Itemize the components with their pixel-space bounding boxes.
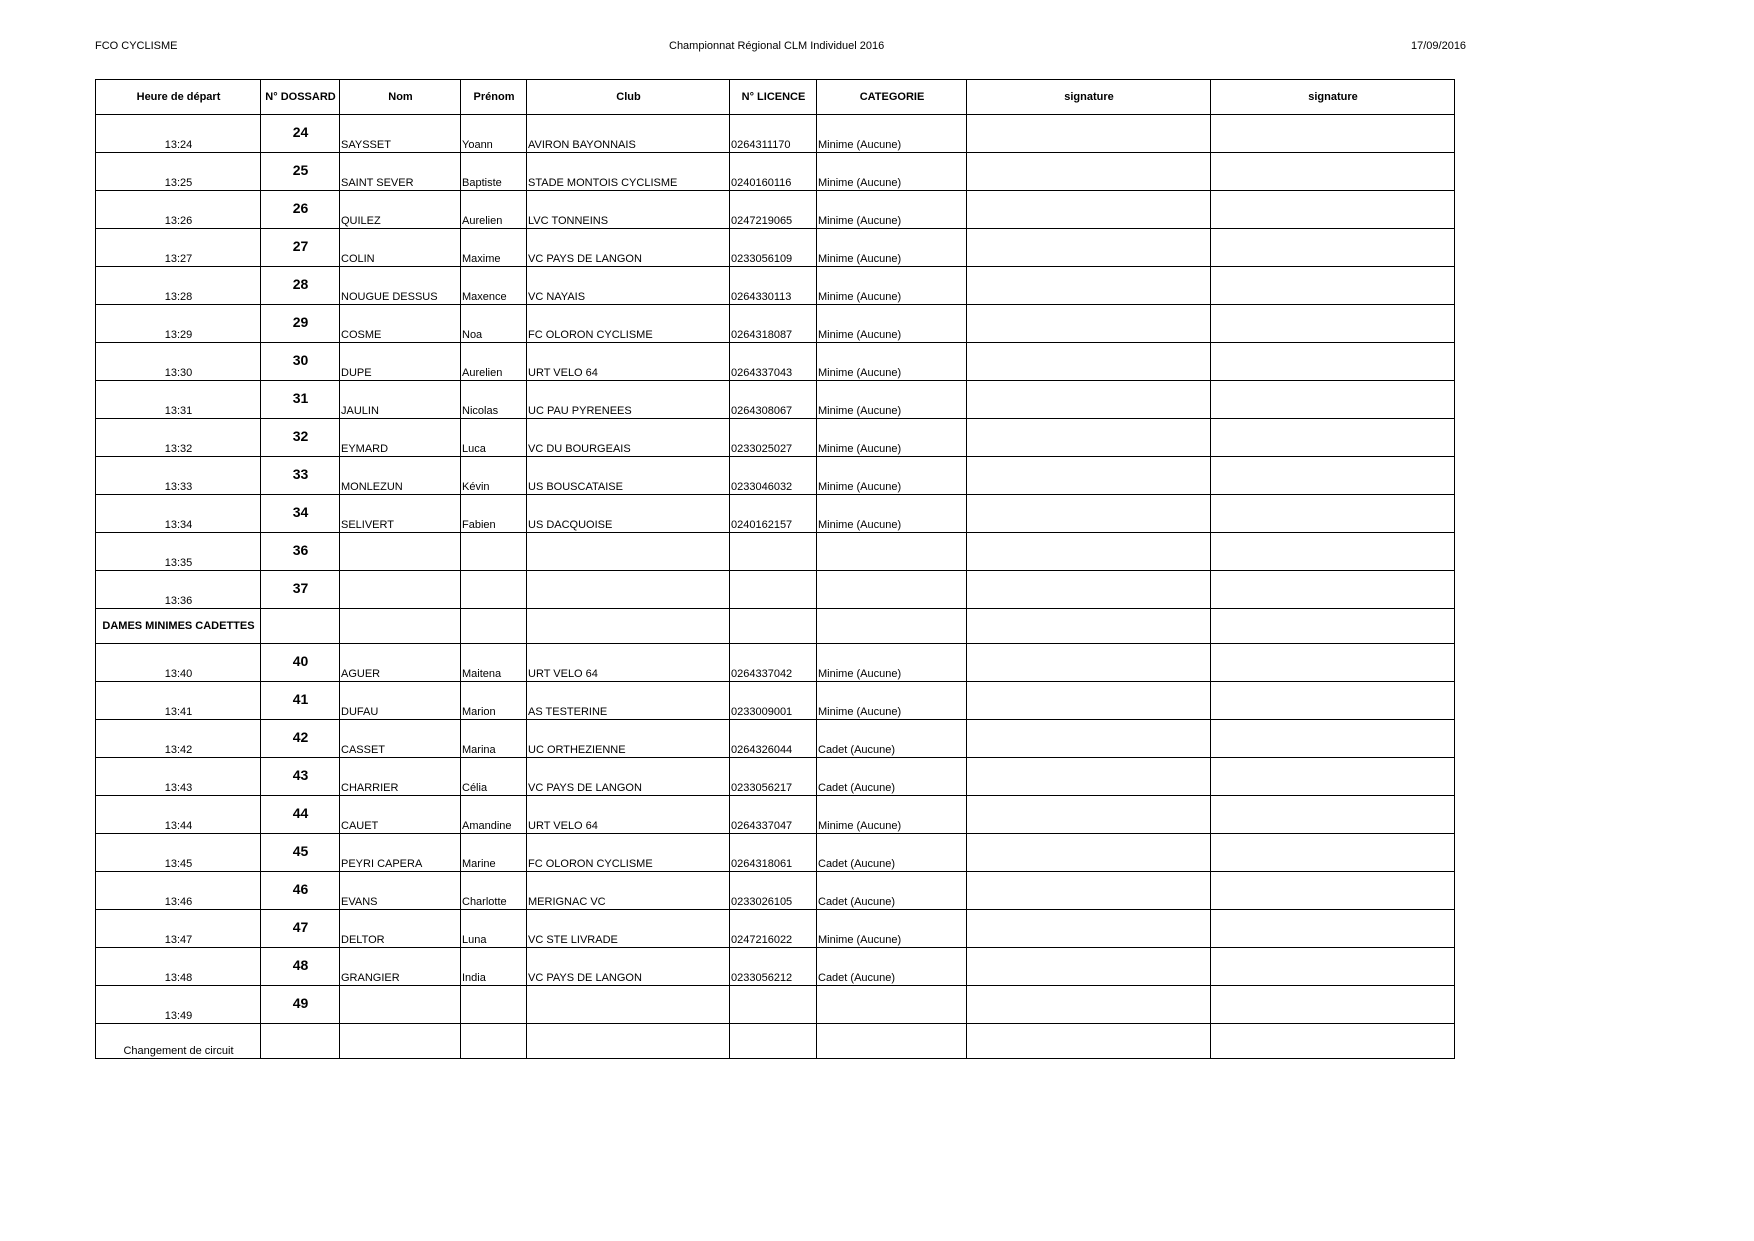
table-row <box>96 267 1455 305</box>
table-row <box>96 381 1455 419</box>
last-name-cell: CAUET <box>340 796 461 834</box>
start-time-cell: 13:25 <box>96 153 261 191</box>
club-cell: VC STE LIVRADE <box>527 910 730 948</box>
club-cell: AS TESTERINE <box>527 682 730 720</box>
column-header-nom: Nom <box>340 80 461 115</box>
last-name-cell: JAULIN <box>340 381 461 419</box>
licence-cell <box>730 571 817 609</box>
last-name-cell: CHARRIER <box>340 758 461 796</box>
table-row <box>96 720 1455 758</box>
club-cell: VC PAYS DE LANGON <box>527 758 730 796</box>
signature-cell[interactable] <box>1211 457 1455 495</box>
table-row <box>96 834 1455 872</box>
start-time-cell: 13:35 <box>96 533 261 571</box>
empty-cell <box>461 609 527 644</box>
bib-number-cell: 40 <box>261 644 340 682</box>
bib-number-cell: 28 <box>261 267 340 305</box>
column-header-licence: N° LICENCE <box>730 80 817 115</box>
first-name-cell: Baptiste <box>461 153 527 191</box>
bib-number-cell: 33 <box>261 457 340 495</box>
first-name-cell <box>461 533 527 571</box>
signature-cell[interactable] <box>967 457 1211 495</box>
first-name-cell: Amandine <box>461 796 527 834</box>
empty-cell <box>261 609 340 644</box>
table-row <box>96 305 1455 343</box>
start-time-cell: 13:30 <box>96 343 261 381</box>
bib-number-cell: 30 <box>261 343 340 381</box>
licence-cell <box>730 533 817 571</box>
signature-cell[interactable] <box>1211 910 1455 948</box>
club-cell: VC PAYS DE LANGON <box>527 229 730 267</box>
bib-number-cell: 29 <box>261 305 340 343</box>
signature-cell[interactable] <box>967 644 1211 682</box>
signature-cell[interactable] <box>1211 986 1455 1024</box>
last-name-cell: SAINT SEVER <box>340 153 461 191</box>
category-cell <box>817 533 967 571</box>
category-cell: Minime (Aucune) <box>817 910 967 948</box>
table-row <box>96 419 1455 457</box>
club-cell: VC NAYAIS <box>527 267 730 305</box>
signature-cell[interactable] <box>1211 682 1455 720</box>
bib-number-cell: 31 <box>261 381 340 419</box>
signature-cell[interactable] <box>967 153 1211 191</box>
start-time-cell: 13:26 <box>96 191 261 229</box>
signature-cell[interactable] <box>967 115 1211 153</box>
signature-cell[interactable] <box>1211 1024 1455 1059</box>
signature-cell[interactable] <box>1211 191 1455 229</box>
last-name-cell <box>340 533 461 571</box>
signature-cell[interactable] <box>967 343 1211 381</box>
signature-cell[interactable] <box>1211 571 1455 609</box>
last-name-cell: PEYRI CAPERA <box>340 834 461 872</box>
start-time-cell: 13:49 <box>96 986 261 1024</box>
club-cell: VC DU BOURGEAIS <box>527 419 730 457</box>
table-row <box>96 343 1455 381</box>
signature-cell[interactable] <box>967 910 1211 948</box>
first-name-cell: Aurelien <box>461 343 527 381</box>
club-cell <box>527 986 730 1024</box>
signature-cell[interactable] <box>1211 267 1455 305</box>
licence-cell: 0233026105 <box>730 872 817 910</box>
category-cell: Cadet (Aucune) <box>817 758 967 796</box>
licence-cell: 0233046032 <box>730 457 817 495</box>
bib-number-cell: 44 <box>261 796 340 834</box>
bib-number-cell: 25 <box>261 153 340 191</box>
table-row <box>96 533 1455 571</box>
club-cell: URT VELO 64 <box>527 644 730 682</box>
first-name-cell: Charlotte <box>461 872 527 910</box>
signature-cell[interactable] <box>967 834 1211 872</box>
club-cell: US BOUSCATAISE <box>527 457 730 495</box>
bib-number-cell: 34 <box>261 495 340 533</box>
club-cell: AVIRON BAYONNAIS <box>527 115 730 153</box>
column-header-dossard: N° DOSSARD <box>261 80 340 115</box>
last-name-cell: EYMARD <box>340 419 461 457</box>
signature-cell[interactable] <box>1211 419 1455 457</box>
table-row <box>96 986 1455 1024</box>
bib-number-cell: 43 <box>261 758 340 796</box>
category-cell <box>817 986 967 1024</box>
category-cell: Minime (Aucune) <box>817 115 967 153</box>
category-cell: Minime (Aucune) <box>817 381 967 419</box>
signature-cell[interactable] <box>967 796 1211 834</box>
start-time-cell: 13:28 <box>96 267 261 305</box>
start-time-cell: 13:48 <box>96 948 261 986</box>
signature-cell[interactable] <box>1211 381 1455 419</box>
category-cell: Cadet (Aucune) <box>817 948 967 986</box>
first-name-cell: India <box>461 948 527 986</box>
club-cell: LVC TONNEINS <box>527 191 730 229</box>
last-name-cell: QUILEZ <box>340 191 461 229</box>
signature-cell[interactable] <box>1211 872 1455 910</box>
licence-cell: 0264337043 <box>730 343 817 381</box>
table-row <box>96 153 1455 191</box>
first-name-cell: Yoann <box>461 115 527 153</box>
bib-number-cell: 46 <box>261 872 340 910</box>
signature-cell[interactable] <box>1211 495 1455 533</box>
licence-cell: 0233025027 <box>730 419 817 457</box>
last-name-cell: COSME <box>340 305 461 343</box>
first-name-cell: Marion <box>461 682 527 720</box>
signature-cell[interactable] <box>967 229 1211 267</box>
table-row <box>96 758 1455 796</box>
start-list-table <box>95 79 1455 1059</box>
signature-cell[interactable] <box>967 495 1211 533</box>
last-name-cell: CASSET <box>340 720 461 758</box>
column-header-signature-1: signature <box>967 80 1211 115</box>
bib-number-cell: 48 <box>261 948 340 986</box>
table-row <box>96 910 1455 948</box>
signature-cell[interactable] <box>1211 229 1455 267</box>
first-name-cell: Luna <box>461 910 527 948</box>
club-cell: UC PAU PYRENEES <box>527 381 730 419</box>
licence-cell: 0264311170 <box>730 115 817 153</box>
signature-cell[interactable] <box>1211 153 1455 191</box>
table-row <box>96 948 1455 986</box>
signature-cell[interactable] <box>967 381 1211 419</box>
licence-cell: 0264318061 <box>730 834 817 872</box>
empty-cell <box>817 609 967 644</box>
signature-cell[interactable] <box>967 191 1211 229</box>
start-time-cell: 13:41 <box>96 682 261 720</box>
bib-number-cell: 27 <box>261 229 340 267</box>
category-cell: Minime (Aucune) <box>817 495 967 533</box>
licence-cell: 0240160116 <box>730 153 817 191</box>
category-cell <box>817 571 967 609</box>
start-time-cell: 13:27 <box>96 229 261 267</box>
start-time-cell: 13:33 <box>96 457 261 495</box>
club-cell: FC OLORON CYCLISME <box>527 305 730 343</box>
table-row <box>96 495 1455 533</box>
licence-cell: 0264308067 <box>730 381 817 419</box>
category-cell: Cadet (Aucune) <box>817 834 967 872</box>
note-row <box>96 1024 1455 1059</box>
start-time-cell: 13:40 <box>96 644 261 682</box>
signature-cell[interactable] <box>967 948 1211 986</box>
signature-cell[interactable] <box>1211 796 1455 834</box>
category-cell: Minime (Aucune) <box>817 229 967 267</box>
last-name-cell: DUPE <box>340 343 461 381</box>
club-cell: UC ORTHEZIENNE <box>527 720 730 758</box>
last-name-cell <box>340 986 461 1024</box>
signature-cell[interactable] <box>1211 644 1455 682</box>
category-cell: Minime (Aucune) <box>817 419 967 457</box>
signature-cell[interactable] <box>967 609 1211 644</box>
start-time-cell: 13:24 <box>96 115 261 153</box>
licence-cell: 0247216022 <box>730 910 817 948</box>
signature-cell[interactable] <box>1211 305 1455 343</box>
signature-cell[interactable] <box>1211 948 1455 986</box>
category-cell: Minime (Aucune) <box>817 191 967 229</box>
empty-cell <box>461 1024 527 1059</box>
licence-cell: 0233056212 <box>730 948 817 986</box>
table-row <box>96 571 1455 609</box>
club-cell: URT VELO 64 <box>527 343 730 381</box>
bib-number-cell: 24 <box>261 115 340 153</box>
table-row <box>96 872 1455 910</box>
category-cell: Cadet (Aucune) <box>817 720 967 758</box>
table-row <box>96 796 1455 834</box>
last-name-cell: SELIVERT <box>340 495 461 533</box>
signature-cell[interactable] <box>967 872 1211 910</box>
signature-cell[interactable] <box>1211 609 1455 644</box>
licence-cell: 0233056109 <box>730 229 817 267</box>
section-header-row <box>96 609 1455 644</box>
empty-cell <box>730 609 817 644</box>
signature-cell[interactable] <box>967 419 1211 457</box>
last-name-cell: NOUGUE DESSUS <box>340 267 461 305</box>
last-name-cell: SAYSSET <box>340 115 461 153</box>
club-cell: VC PAYS DE LANGON <box>527 948 730 986</box>
last-name-cell: GRANGIER <box>340 948 461 986</box>
table-row <box>96 682 1455 720</box>
club-cell: FC OLORON CYCLISME <box>527 834 730 872</box>
licence-cell <box>730 986 817 1024</box>
category-cell: Minime (Aucune) <box>817 644 967 682</box>
last-name-cell: MONLEZUN <box>340 457 461 495</box>
table-header-row <box>96 80 1455 115</box>
club-cell <box>527 533 730 571</box>
table-row <box>96 457 1455 495</box>
club-cell: STADE MONTOIS CYCLISME <box>527 153 730 191</box>
bib-number-cell: 32 <box>261 419 340 457</box>
first-name-cell: Maxence <box>461 267 527 305</box>
last-name-cell: COLIN <box>340 229 461 267</box>
licence-cell: 0264318087 <box>730 305 817 343</box>
licence-cell: 0247219065 <box>730 191 817 229</box>
first-name-cell: Marine <box>461 834 527 872</box>
category-cell: Minime (Aucune) <box>817 267 967 305</box>
start-time-cell: 13:47 <box>96 910 261 948</box>
bib-number-cell: 47 <box>261 910 340 948</box>
start-time-cell: 13:29 <box>96 305 261 343</box>
first-name-cell: Marina <box>461 720 527 758</box>
start-time-cell: 13:43 <box>96 758 261 796</box>
start-time-cell: 13:42 <box>96 720 261 758</box>
table-row <box>96 229 1455 267</box>
column-header-heure-de-depart: Heure de départ <box>96 80 261 115</box>
first-name-cell: Célia <box>461 758 527 796</box>
first-name-cell: Kévin <box>461 457 527 495</box>
empty-cell <box>261 1024 340 1059</box>
signature-cell[interactable] <box>1211 720 1455 758</box>
first-name-cell: Noa <box>461 305 527 343</box>
last-name-cell: AGUER <box>340 644 461 682</box>
column-header-club: Club <box>527 80 730 115</box>
organizer-name: FCO CYCLISME <box>95 40 178 52</box>
signature-cell[interactable] <box>967 267 1211 305</box>
section-label: DAMES MINIMES CADETTES <box>96 609 261 644</box>
empty-cell <box>730 1024 817 1059</box>
signature-cell[interactable] <box>967 758 1211 796</box>
last-name-cell: DELTOR <box>340 910 461 948</box>
empty-cell <box>817 1024 967 1059</box>
club-cell: US DACQUOISE <box>527 495 730 533</box>
table-row <box>96 644 1455 682</box>
first-name-cell: Maxime <box>461 229 527 267</box>
start-time-cell: 13:45 <box>96 834 261 872</box>
column-header-signature-2: signature <box>1211 80 1455 115</box>
start-time-cell: 13:36 <box>96 571 261 609</box>
category-cell: Cadet (Aucune) <box>817 872 967 910</box>
column-header-categorie: CATEGORIE <box>817 80 967 115</box>
table-row <box>96 115 1455 153</box>
category-cell: Minime (Aucune) <box>817 796 967 834</box>
bib-number-cell: 37 <box>261 571 340 609</box>
first-name-cell <box>461 571 527 609</box>
licence-cell: 0264337042 <box>730 644 817 682</box>
bib-number-cell: 49 <box>261 986 340 1024</box>
first-name-cell: Nicolas <box>461 381 527 419</box>
signature-cell[interactable] <box>967 533 1211 571</box>
club-cell: URT VELO 64 <box>527 796 730 834</box>
empty-cell <box>340 1024 461 1059</box>
table-row <box>96 191 1455 229</box>
note-label: Changement de circuit <box>96 1024 261 1059</box>
first-name-cell: Fabien <box>461 495 527 533</box>
first-name-cell: Aurelien <box>461 191 527 229</box>
column-header-prenom: Prénom <box>461 80 527 115</box>
signature-cell[interactable] <box>967 720 1211 758</box>
start-time-cell: 13:34 <box>96 495 261 533</box>
licence-cell: 0233056217 <box>730 758 817 796</box>
signature-cell[interactable] <box>967 682 1211 720</box>
empty-cell <box>340 609 461 644</box>
last-name-cell: EVANS <box>340 872 461 910</box>
licence-cell: 0264326044 <box>730 720 817 758</box>
signature-cell[interactable] <box>1211 758 1455 796</box>
category-cell: Minime (Aucune) <box>817 153 967 191</box>
first-name-cell: Maitena <box>461 644 527 682</box>
category-cell: Minime (Aucune) <box>817 457 967 495</box>
licence-cell: 0264330113 <box>730 267 817 305</box>
signature-cell[interactable] <box>1211 834 1455 872</box>
category-cell: Minime (Aucune) <box>817 343 967 381</box>
signature-cell[interactable] <box>1211 115 1455 153</box>
start-time-cell: 13:44 <box>96 796 261 834</box>
event-date: 17/09/2016 <box>1411 40 1467 52</box>
signature-cell[interactable] <box>967 1024 1211 1059</box>
club-cell <box>527 571 730 609</box>
first-name-cell: Luca <box>461 419 527 457</box>
signature-cell[interactable] <box>967 571 1211 609</box>
bib-number-cell: 36 <box>261 533 340 571</box>
signature-cell[interactable] <box>1211 343 1455 381</box>
category-cell: Minime (Aucune) <box>817 682 967 720</box>
licence-cell: 0233009001 <box>730 682 817 720</box>
licence-cell: 0240162157 <box>730 495 817 533</box>
bib-number-cell: 41 <box>261 682 340 720</box>
bib-number-cell: 26 <box>261 191 340 229</box>
first-name-cell <box>461 986 527 1024</box>
bib-number-cell: 45 <box>261 834 340 872</box>
bib-number-cell: 42 <box>261 720 340 758</box>
empty-cell <box>527 609 730 644</box>
start-time-cell: 13:32 <box>96 419 261 457</box>
club-cell: MERIGNAC VC <box>527 872 730 910</box>
signature-cell[interactable] <box>967 305 1211 343</box>
last-name-cell: DUFAU <box>340 682 461 720</box>
empty-cell <box>527 1024 730 1059</box>
last-name-cell <box>340 571 461 609</box>
signature-cell[interactable] <box>967 986 1211 1024</box>
document-title: Championnat Régional CLM Individuel 2016 <box>669 40 885 52</box>
start-time-cell: 13:31 <box>96 381 261 419</box>
licence-cell: 0264337047 <box>730 796 817 834</box>
start-time-cell: 13:46 <box>96 872 261 910</box>
category-cell: Minime (Aucune) <box>817 305 967 343</box>
signature-cell[interactable] <box>1211 533 1455 571</box>
